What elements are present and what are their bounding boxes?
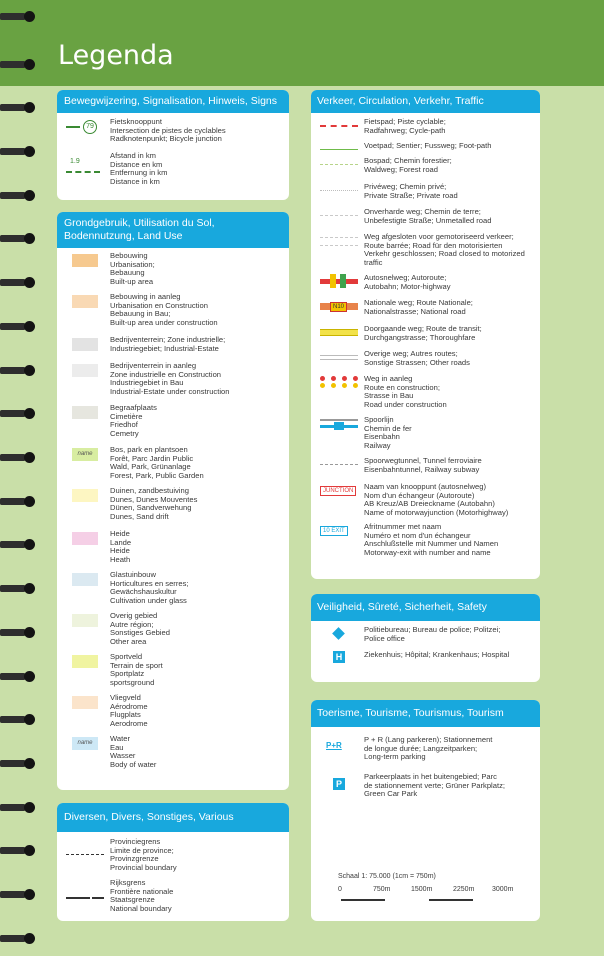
landuse-swatch-icon xyxy=(62,446,110,462)
binding-ring xyxy=(0,276,36,290)
hospital-icon: H xyxy=(316,651,364,667)
binding-ring xyxy=(0,58,36,72)
legend-label: Afritnummer met naam Numéro et nom d'un échangeur Anschlußstelle mit Nummer und Namen Motorway-exit with number and name xyxy=(364,522,499,557)
park-and-ride-icon: P+R xyxy=(326,741,342,750)
binding-ring xyxy=(0,189,36,203)
legend-item xyxy=(316,457,482,474)
legend-label: Weg afgesloten voor gemotoriseerd verkeer; Route barrée; Road für den motorisierten Verkehr geschlossen; Road closed to motorized traffic xyxy=(364,232,525,267)
road-construction-icon xyxy=(316,375,364,391)
scale-tick: 750m xyxy=(373,886,391,893)
junction-node-icon xyxy=(62,118,110,134)
legend-label: Bebouwing Urbanisation; Bebauung Built-up area xyxy=(110,251,155,286)
legend-item xyxy=(62,530,131,564)
legend-item xyxy=(62,362,229,396)
legend-label: Vliegveld Aérodrome Flugplats Aerodrome xyxy=(110,693,148,728)
legend-label: Spoorlijn Chemin de fer Eisenbahn Railway xyxy=(364,415,412,450)
legend-label: Heide Lande Heide Heath xyxy=(110,529,132,564)
binding-ring xyxy=(0,364,36,378)
legend-item xyxy=(62,252,155,286)
legend-label: Spoorwegtunnel, Tunnel ferroviaire Eisenbahntunnel, Railway subway xyxy=(364,456,482,474)
binding-ring xyxy=(0,10,36,24)
legend-label: Afstand in km Distance en km Entfernung in km Distance in km xyxy=(110,151,168,186)
private-road-icon xyxy=(316,183,364,199)
legend-label: Provinciegrens Limite de province; Provinzgrenze Provincial boundary xyxy=(110,837,177,872)
closed-road-icon xyxy=(316,233,364,249)
color-swatch xyxy=(72,573,98,586)
binding-ring xyxy=(0,670,36,684)
scale-tick: 1500m xyxy=(411,886,433,893)
legend-item xyxy=(62,612,170,646)
legend-item xyxy=(316,736,492,762)
national-road-icon: N10 xyxy=(316,299,364,315)
color-swatch xyxy=(72,655,98,668)
other-road-icon xyxy=(316,350,364,366)
color-swatch: name xyxy=(72,448,98,461)
landuse-swatch-icon xyxy=(62,530,110,546)
panel-signs-heading: Bewegwijzering, Signalisation, Hinweis, Signs xyxy=(57,90,289,113)
binding-ring xyxy=(0,713,36,727)
unmetalled-road-icon xyxy=(316,208,364,224)
legend-item xyxy=(316,375,447,409)
legend-label: Onverharde weg; Chemin de terre; Unbefestigte Straße; Unmetalled road xyxy=(364,207,492,225)
junction-name-icon: JUNCTION xyxy=(316,483,364,499)
binding-ring xyxy=(0,801,36,815)
scale-bar xyxy=(338,873,528,898)
legend-item xyxy=(316,233,525,267)
legend-item xyxy=(62,694,148,728)
legend-label: Begraafplaats Cimetière Friedhof Cemetry xyxy=(110,403,157,438)
legend-item xyxy=(316,523,498,557)
exit-number-icon: 10 EXIT xyxy=(316,523,364,539)
legend-label: Politiebureau; Bureau de police; Politzei; Police office xyxy=(364,625,501,643)
scale-segment xyxy=(385,899,429,901)
legend-label: Bebouwing in aanleg Urbanisation en Construction Bebauung in Bau; Built-up area under construction xyxy=(110,292,218,327)
legend-label: Overige weg; Autres routes; Sonstige Strassen; Other roads xyxy=(364,349,470,367)
color-swatch xyxy=(72,295,98,308)
color-swatch xyxy=(72,696,98,709)
legend-item xyxy=(316,350,470,367)
legend-label: Doorgaande weg; Route de transit; Durchgangstrasse; Thoroughfare xyxy=(364,324,482,342)
binding-ring xyxy=(0,582,36,596)
page-title: Legenda xyxy=(58,40,174,71)
legend-item xyxy=(316,299,473,316)
color-swatch xyxy=(72,532,98,545)
legend-label: Bospad; Chemin forestier; Waldweg; Forest road xyxy=(364,156,452,174)
landuse-swatch-icon xyxy=(62,487,110,503)
landuse-swatch-icon xyxy=(62,293,110,309)
binding-ring xyxy=(0,145,36,159)
scale-tick: 2250m xyxy=(453,886,475,893)
legend-item xyxy=(62,118,226,144)
legend-label: Fietspad; Piste cyclable; Radfahrweg; Cycle-path xyxy=(364,117,446,135)
scale-ticks xyxy=(338,886,528,898)
legend-item xyxy=(62,653,163,687)
color-swatch: name xyxy=(72,737,98,750)
legend-label: Rijksgrens Frontière nationale Staatsgrenze National boundary xyxy=(110,878,174,913)
legend-item xyxy=(62,336,225,353)
legend-label: Duinen, zandbestuiving Dunes, Dunes Mouventes Dünen, Sandverwehung Dunes, Sand drift xyxy=(110,486,198,521)
legend-label: Naam van knooppunt (autosnelweg) Nom d'un échangeur (Autoroute) AB Kreuz/AB Dreieckname (Autobahn) Name of motorwayjunction (Motorhighway) xyxy=(364,482,509,517)
legend-label: Parkeerplaats in het buitengebied; Parc de stationnement verte; Grüner Parkplatz; Green Car Park xyxy=(364,772,505,799)
parking-icon: P xyxy=(316,773,364,789)
legend-label: Nationale weg; Route Nationale; Nationalstrasse; National road xyxy=(364,298,473,316)
legend-label: Weg in aanleg Route en construction; Strasse in Bau Road under construction xyxy=(364,374,447,409)
legend-item xyxy=(62,838,177,872)
panel-safety-heading: Veiligheid, Sûreté, Sicherheit, Safety xyxy=(311,594,540,621)
legend-item xyxy=(62,446,204,480)
scale-segment xyxy=(473,899,515,901)
binding-ring xyxy=(0,932,36,946)
legend-item xyxy=(62,735,156,769)
legend-item xyxy=(316,626,500,643)
legend-item xyxy=(62,879,173,913)
landuse-swatch-icon xyxy=(62,571,110,587)
legend-label: Voetpad; Sentier; Fussweg; Foot-path xyxy=(364,141,492,150)
color-swatch xyxy=(72,406,98,419)
binding-ring xyxy=(0,757,36,771)
binding-ring xyxy=(0,451,36,465)
legend-label: P + R (Lang parkeren); Stationnement de longue durée; Langzeitparken; Long-term parking xyxy=(364,735,493,762)
color-swatch xyxy=(72,614,98,627)
binding-ring xyxy=(0,538,36,552)
police-icon xyxy=(316,626,364,642)
legend-label: Autosnelweg; Autoroute; Autobahn; Motor-highway xyxy=(364,273,451,291)
legend-label: Bedrijventerrein; Zone industrielle; Industriegebiet; Industrial-Estate xyxy=(110,335,226,353)
landuse-swatch-icon xyxy=(62,252,110,268)
scale-tick: 0 xyxy=(338,886,342,893)
legend-item xyxy=(316,157,452,174)
legend-item xyxy=(316,773,505,799)
landuse-swatch-icon xyxy=(62,653,110,669)
legend-label: Bedrijventerrein in aanleg Zone industrielle en Construction Industriegebiet in Bau Industrial-Estate under construction xyxy=(110,361,230,396)
landuse-swatch-icon xyxy=(62,612,110,628)
scale-title: Schaal 1: 75.000 (1cm = 750m) xyxy=(338,873,436,880)
legend-label: Overig gebied Autre région; Sonstiges Gebied Other area xyxy=(110,611,170,646)
legend-item xyxy=(62,293,218,327)
scale-tick: 3000m xyxy=(492,886,514,893)
color-swatch xyxy=(72,338,98,351)
legend-label: Fietsknooppunt Intersection de pistes de cyclables Radknotenpunkt; Bicycle junction xyxy=(110,117,226,144)
legend-item xyxy=(316,651,509,667)
motorway-icon xyxy=(316,274,364,290)
color-swatch xyxy=(72,364,98,377)
legend-item xyxy=(316,416,412,450)
color-swatch xyxy=(72,489,98,502)
legend-item xyxy=(316,325,482,342)
forest-road-icon xyxy=(316,157,364,173)
landuse-swatch-icon xyxy=(62,694,110,710)
legend-item xyxy=(316,483,508,517)
railway-icon xyxy=(316,416,364,432)
distance-value: 1.9 xyxy=(70,158,80,165)
panel-tourism-heading: Toerisme, Tourisme, Tourismus, Tourism xyxy=(311,700,540,727)
landuse-swatch-icon xyxy=(62,362,110,378)
legend-item xyxy=(316,183,458,200)
provincial-boundary-icon xyxy=(62,838,110,854)
legend-item xyxy=(316,208,491,225)
junction-number: 79 xyxy=(83,120,97,134)
through-road-icon xyxy=(316,325,364,341)
binding-ring xyxy=(0,626,36,640)
legend-label: Water Eau Wasser Body of water xyxy=(110,734,157,769)
legend-header xyxy=(0,0,604,86)
panel-traffic-heading: Verkeer, Circulation, Verkehr, Traffic xyxy=(311,90,540,113)
footpath-icon xyxy=(316,142,364,158)
legend-item xyxy=(62,487,197,521)
landuse-swatch-icon xyxy=(62,404,110,420)
national-boundary-icon xyxy=(62,879,110,895)
legend-item xyxy=(62,404,157,438)
railway-tunnel-icon xyxy=(316,457,364,473)
binding-ring xyxy=(0,232,36,246)
binding-ring xyxy=(0,320,36,334)
legend-item xyxy=(62,571,189,605)
legend-label: Glastuinbouw Horticultures en serres; Gewächshauskultur Cultivation under glass xyxy=(110,570,189,605)
binding-ring xyxy=(0,888,36,902)
color-swatch xyxy=(72,254,98,267)
legend-item xyxy=(316,118,446,135)
distance-icon xyxy=(62,152,110,168)
legend-label: Sportveld Terrain de sport Sportplatz sportsground xyxy=(110,652,163,687)
landuse-swatch-icon xyxy=(62,735,110,751)
legend-item xyxy=(316,274,451,291)
panel-various-heading: Diversen, Divers, Sonstiges, Various xyxy=(57,803,289,832)
binding-ring xyxy=(0,844,36,858)
binding-ring xyxy=(0,407,36,421)
binding-ring xyxy=(0,495,36,509)
panel-landuse-heading: Grondgebruik, Utilisation du Sol, Bodennutzung, Land Use xyxy=(57,212,289,248)
cycle-path-icon xyxy=(316,118,364,134)
spiral-binding xyxy=(0,0,42,956)
landuse-swatch-icon xyxy=(62,336,110,352)
legend-label: Ziekenhuis; Hôpital; Krankenhaus; Hospital xyxy=(364,650,510,659)
legend-label: Bos, park en plantsoen Forêt, Parc Jardin Public Wald, Park, Grünanlage Forest, Park, Public Garden xyxy=(110,445,204,480)
legend-item xyxy=(62,152,167,186)
binding-ring xyxy=(0,101,36,115)
legend-label: Privéweg; Chemin privé; Private Straße; Private road xyxy=(364,182,458,200)
